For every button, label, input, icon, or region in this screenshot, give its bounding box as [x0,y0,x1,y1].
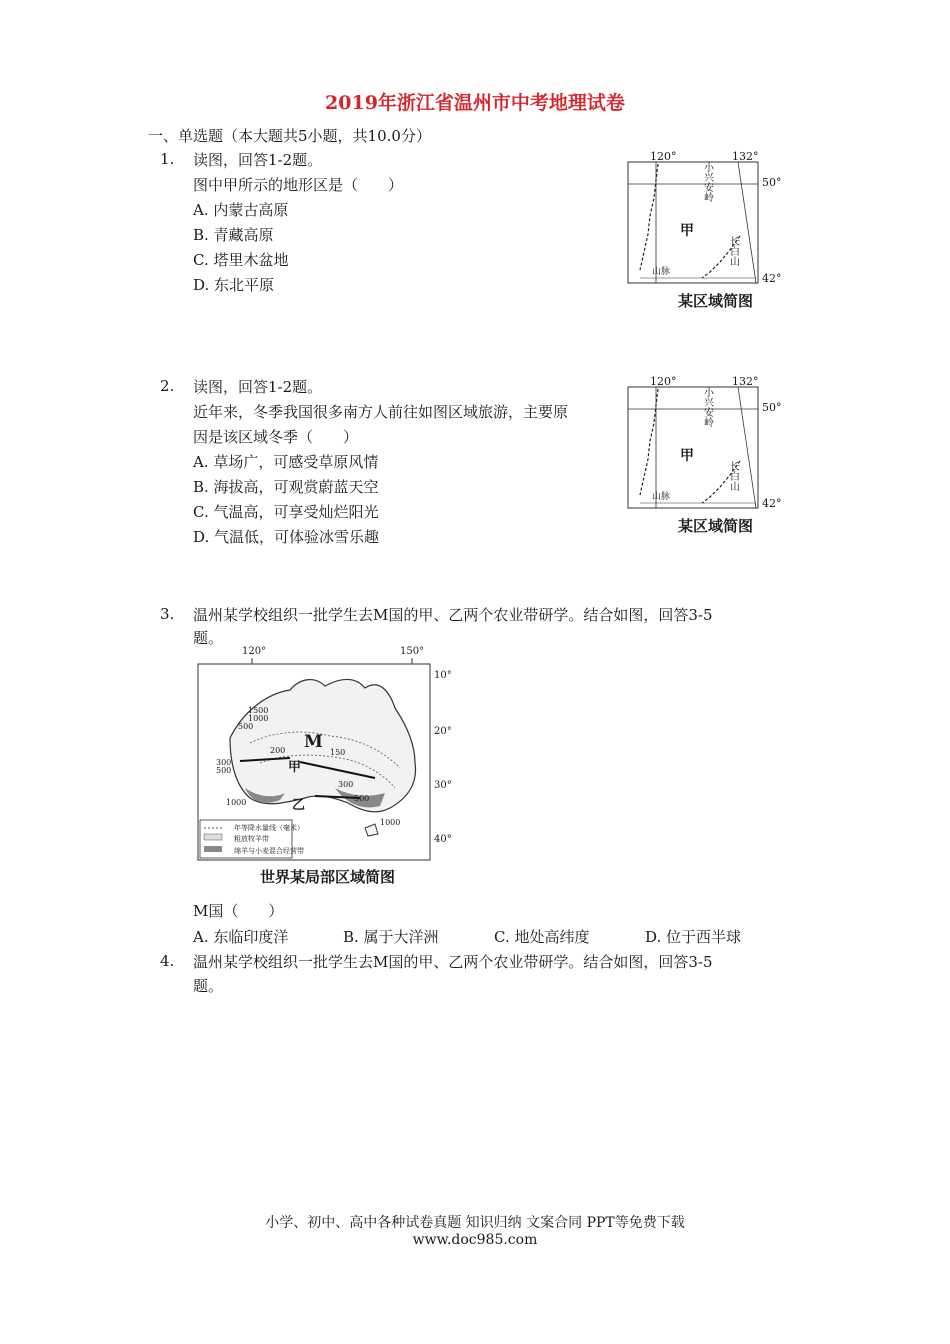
world-region-map [190,648,470,888]
map3-contour-1000-west: 1000 [226,798,247,807]
map3-contour-150: 150 [330,748,346,757]
map3-lat-20: 20° [434,726,452,737]
map2-lat-bottom: 42° [762,497,782,510]
map1-lat-top: 50° [762,176,782,189]
map2-lon-right: 132° [732,375,759,388]
map3-legend-grazing: 粗放牧羊带 [234,835,269,843]
question-2-option-a: A. 草场广，可感受草原风情 [193,453,379,471]
map3-contour-1000: 1000 [248,714,269,723]
map3-contour-500-east: 500 [354,794,370,803]
question-2-option-d: D. 气温低，可体验冰雪乐趣 [193,528,380,546]
question-1-line-1: 读图，回答1-2题。 [193,151,323,169]
map2-label-jia: 甲 [680,448,694,464]
map3-label-jia: 甲 [288,760,302,775]
question-2-line-3: 因是该区域冬季（ ） [193,428,359,446]
question-2-line-2: 近年来，冬季我国很多南方人前往如图区域旅游，主要原 [193,403,569,421]
question-2-option-b: B. 海拔高，可观赏蔚蓝天空 [193,478,379,496]
map3-legend-isohyet: 年等降水量线（毫米） [234,824,304,832]
map3-contour-300-east: 300 [338,780,354,789]
map2-caption: 某区域简图 [678,517,754,535]
question-number-4: 4. [160,952,175,970]
map3-caption: 世界某局部区域简图 [260,868,396,886]
map1-label-changbai: 长 白 山 [730,237,740,268]
map2-label-xiaoxing: 小 兴 安 岭 [704,388,714,429]
question-1-option-b: B. 青藏高原 [193,226,274,244]
region-map-2 [620,375,790,540]
map3-contour-300: 300 [216,758,232,767]
map1-label-xiaoxing: 小 兴 安 岭 [704,163,714,204]
map3-contour-200: 200 [270,746,286,755]
map3-lat-30: 30° [434,780,452,791]
question-1-option-d: D. 东北平原 [193,276,275,294]
map3-lon-left: 120° [242,646,267,657]
question-number-1: 1. [160,150,175,168]
map1-lon-left: 120° [650,150,677,163]
question-2-option-c: C. 气温高，可享受灿烂阳光 [193,503,379,521]
question-3-option-c: C. 地处高纬度 [494,928,590,946]
question-1-option-c: C. 塔里木盆地 [193,251,289,269]
question-3-line-1: 温州某学校组织一批学生去M国的甲、乙两个农业带研学。结合如图，回答3-5 [193,606,713,624]
map1-label-shanmai: 山脉 [652,267,671,277]
question-4-line-2: 题。 [193,977,224,995]
map2-lon-left: 120° [650,375,677,388]
question-1-line-2: 图中甲所示的地形区是（ ） [193,176,404,194]
map3-contour-500: 500 [238,722,254,731]
question-1-option-a: A. 内蒙古高原 [193,201,289,219]
map2-lat-top: 50° [762,401,782,414]
footer-line-1: 小学、初中、高中各种试卷真题 知识归纳 文案合同 PPT等免费下载 [265,1215,685,1231]
map1-lon-right: 132° [732,150,759,163]
section-heading: 一、单选题（本大题共5小题，共10.0分） [148,127,431,145]
question-number-2: 2. [160,377,175,395]
map3-contour-500-west: 500 [216,766,232,775]
question-3-stem: M国（ ） [193,902,284,920]
map1-label-jia: 甲 [680,223,694,239]
map2-label-shanmai: 山脉 [652,492,671,502]
map3-legend-mixed: 绵羊与小麦混合经营带 [234,847,304,855]
question-3-option-a: A. 东临印度洋 [193,928,289,946]
world-region-map-graphic [190,648,470,868]
map3-lon-right: 150° [400,646,425,657]
region-map-1 [620,150,790,310]
map3-lat-40: 40° [434,834,452,845]
question-2-line-1: 读图，回答1-2题。 [193,378,323,396]
map3-label-m: M [304,732,323,752]
map2-label-changbai: 长 白 山 [730,462,740,493]
question-3-option-b: B. 属于大洋洲 [343,928,439,946]
page-title: 2019年浙江省温州市中考地理试卷 [325,92,625,114]
footer-url[interactable]: www.doc985.com [412,1232,538,1248]
question-3-line-2: 题。 [193,629,224,647]
question-3-option-d: D. 位于西半球 [645,928,742,946]
question-number-3: 3. [160,605,175,623]
map3-label-yi: 乙 [292,798,306,813]
question-4-line-1: 温州某学校组织一批学生去M国的甲、乙两个农业带研学。结合如图，回答3-5 [193,953,713,971]
map3-lat-10: 10° [434,670,452,681]
map1-lat-bottom: 42° [762,272,782,285]
map3-contour-1500: 1500 [248,706,269,715]
map3-contour-1000-east: 1000 [380,818,401,827]
map1-caption: 某区域简图 [678,292,754,310]
